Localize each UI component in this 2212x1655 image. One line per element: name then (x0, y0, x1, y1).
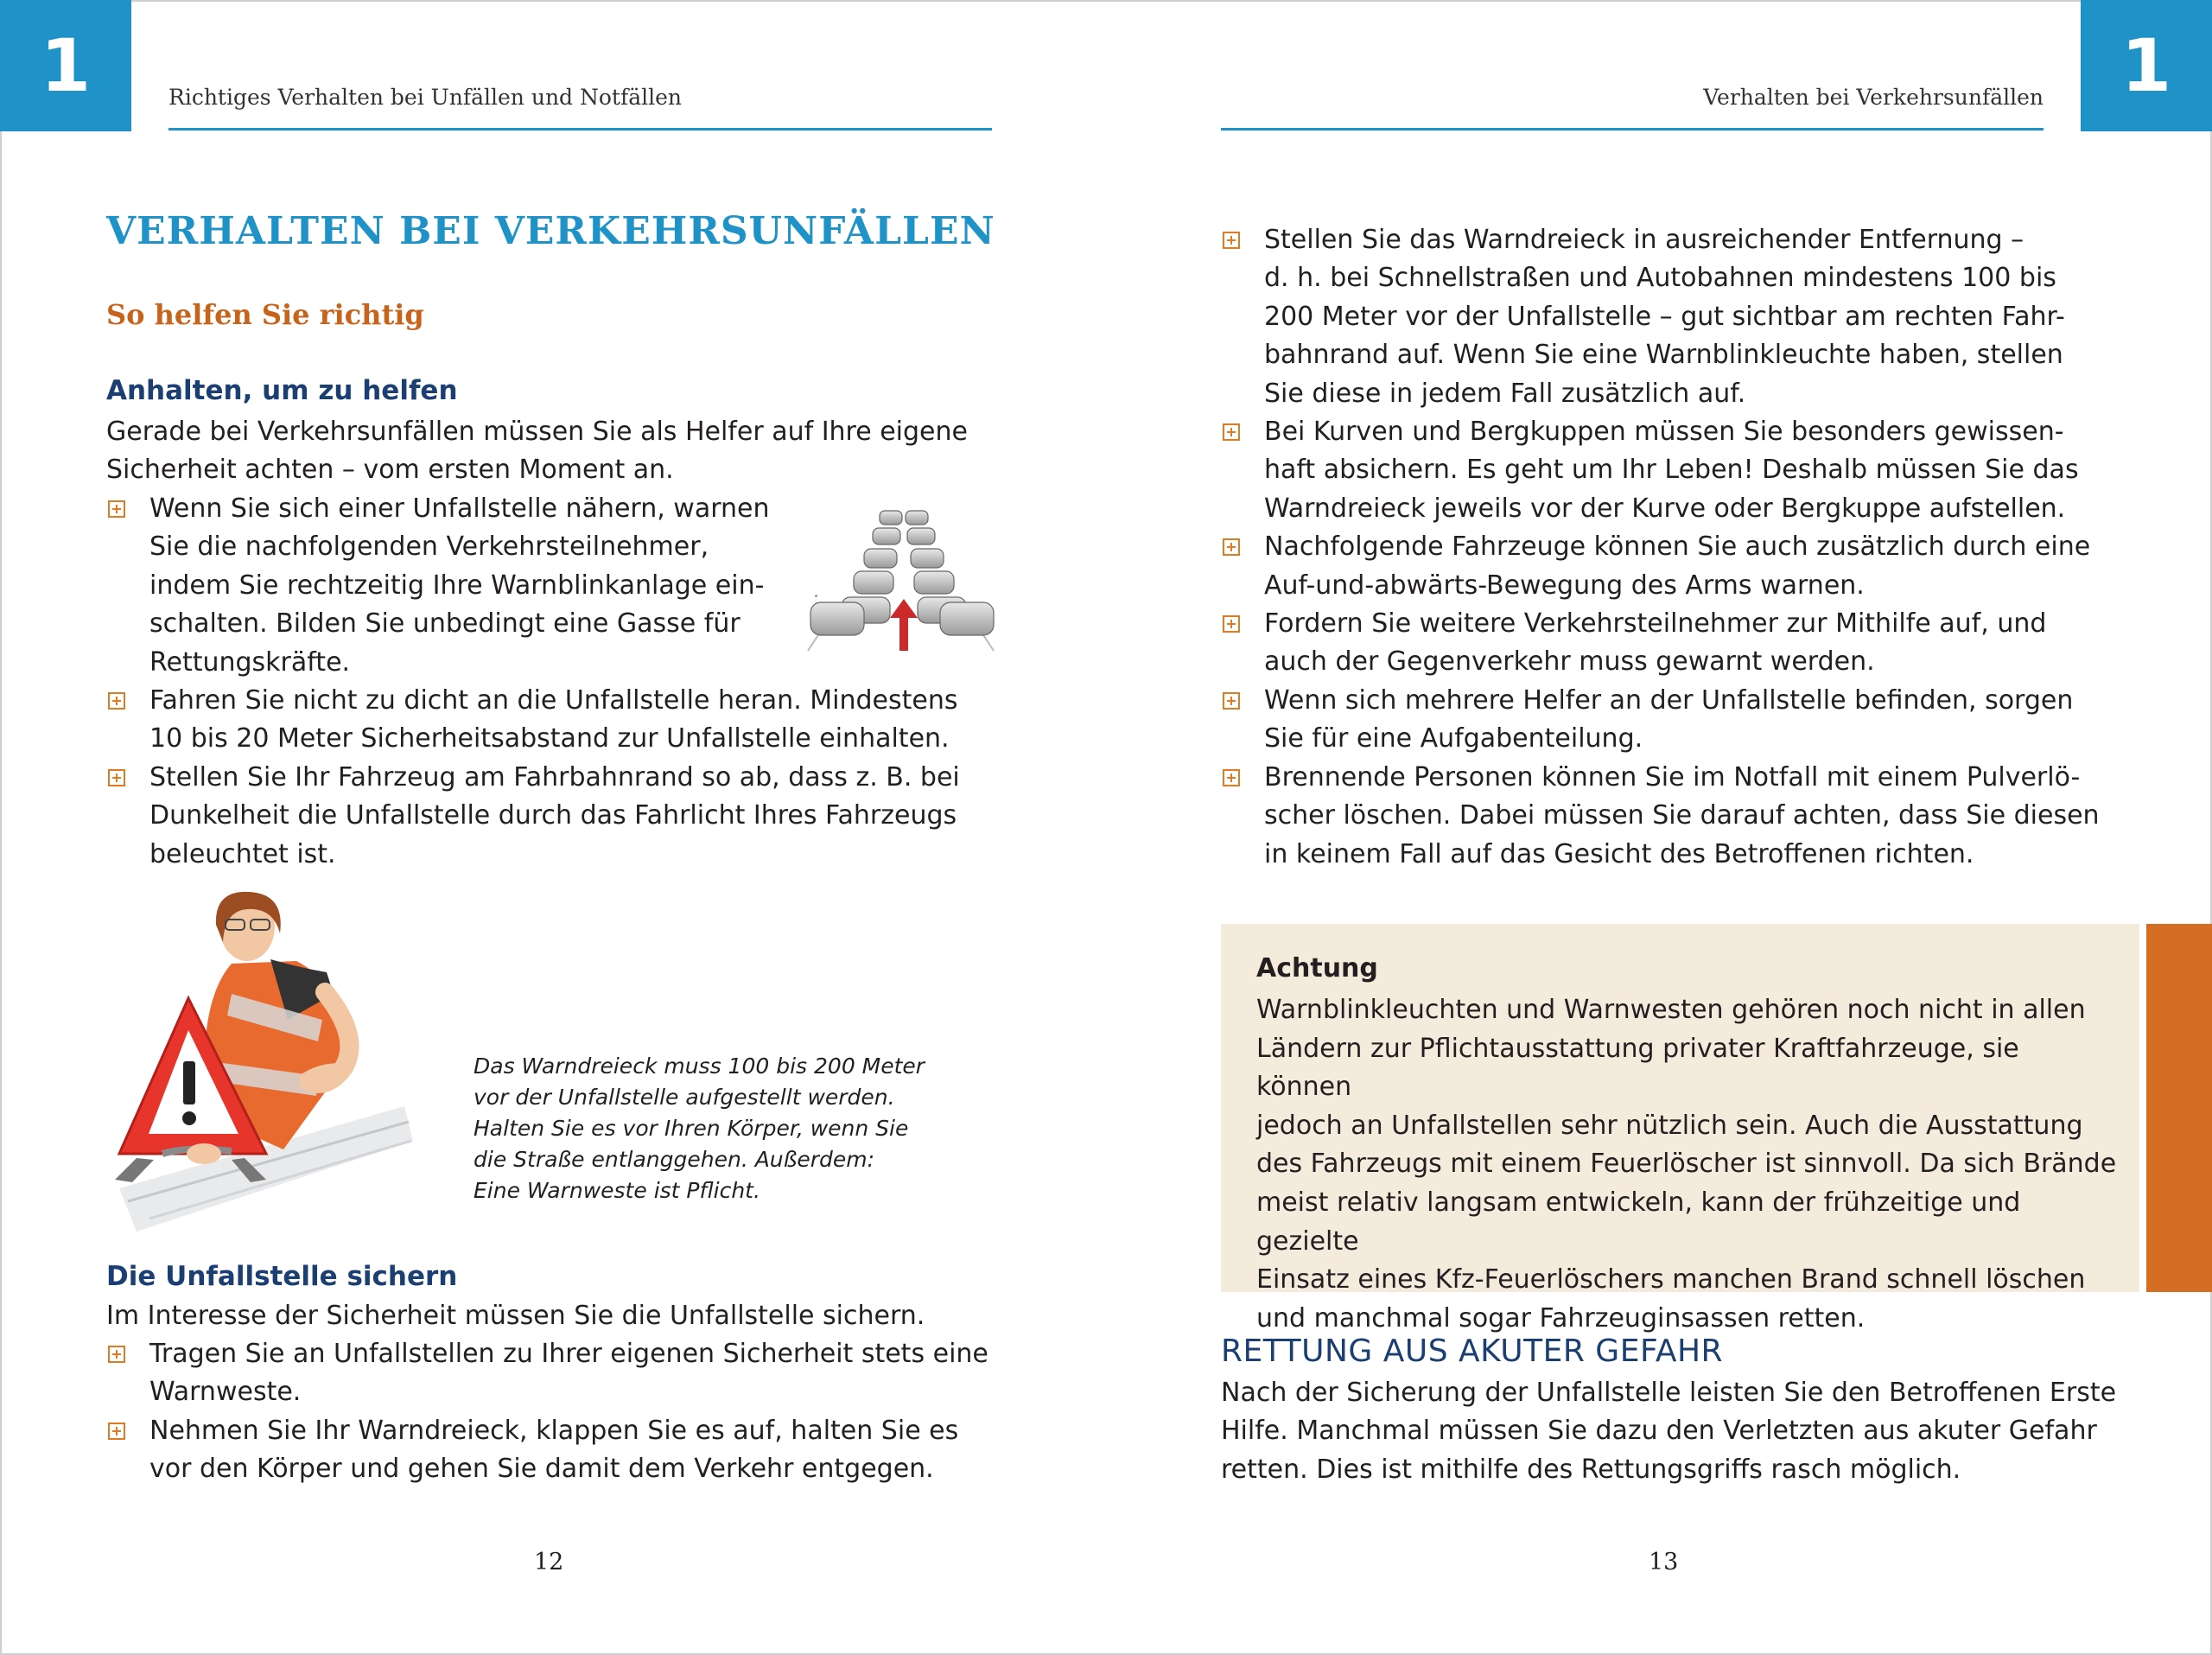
section-intro-anhalten (106, 413, 1005, 490)
list-item (106, 1335, 1009, 1412)
list-item-line: Warndreieck jeweils vor der Kurve oder Bergkuppe aufstellen. (1264, 493, 2066, 524)
achtung-title: Achtung (1256, 953, 1378, 983)
side-accent-bar (2146, 924, 2212, 1292)
list-item-line: vor den Körper und gehen Sie damit dem Verkehr entgegen. (149, 1454, 934, 1485)
page-number-left: 12 (534, 1549, 564, 1575)
plus-bullet-icon (1223, 615, 1240, 633)
list-item-line: bahnrand auf. Wenn Sie eine Warnblinkleuchte haben, stellen (1264, 340, 2063, 371)
list-item-line: 10 bis 20 Meter Sicherheitsabstand zur Unfallstelle einhalten. (149, 723, 950, 754)
list-item-line: auch der Gegenverkehr muss gewarnt werden. (1264, 646, 1875, 678)
section-intro-sichern: Im Interesse der Sicherheit müssen Sie die Unfallstelle sichern. (106, 1301, 925, 1331)
text-line: Ländern zur Pflichtausstattung privater Kraftfahrzeuge, sie können (1256, 1033, 2019, 1103)
list-item-line: indem Sie rechtzeitig Ihre Warnblinkanlage ein- (149, 570, 765, 601)
header-rule-right (1221, 128, 2044, 130)
plus-bullet-icon (1223, 232, 1240, 249)
plus-bullet-icon (108, 1346, 125, 1363)
text-line: Hilfe. Manchmal müssen Sie dazu den Verletzten aus akuter Gefahr (1221, 1416, 2097, 1447)
header-rule-left (168, 128, 992, 130)
plus-bullet-icon (1223, 692, 1240, 710)
text-line: Nach der Sicherung der Unfallstelle leisten Sie den Betroffenen Erste (1221, 1378, 2117, 1408)
page-number-right: 13 (1649, 1549, 1679, 1575)
list-item (1221, 528, 2137, 605)
text-line: und manchmal sogar Fahrzeuginsassen retten. (1256, 1302, 1866, 1334)
chapter-tab-right: 1 (2081, 0, 2212, 131)
list-item-line: Nehmen Sie Ihr Warndreieck, klappen Sie es auf, halten Sie es (149, 1415, 959, 1446)
list-item-line: Rettungskräfte. (149, 646, 351, 678)
list-item-line: scher löschen. Dabei müssen Sie darauf achten, dass Sie diesen (1264, 800, 2100, 831)
list-item-line: Wenn sich mehrere Helfer an der Unfallstelle befinden, sorgen (1264, 684, 2074, 716)
list-item-line: Sie für eine Aufgabenteilung. (1264, 723, 1643, 754)
plus-bullet-icon (108, 769, 125, 786)
list-item (106, 759, 1009, 874)
list-item-line: Auf-und-abwärts-Bewegung des Arms warnen. (1264, 570, 1865, 601)
caption-line: vor der Unfallstelle aufgestellt werden. (474, 1085, 895, 1110)
running-head-left: Richtiges Verhalten bei Unfällen und Notfällen (168, 85, 683, 110)
plus-bullet-icon (1223, 538, 1240, 556)
list-item (1221, 682, 2137, 759)
text-line: Gerade bei Verkehrsunfällen müssen Sie als Helfer auf Ihre eigene (106, 417, 968, 447)
list-item (1221, 413, 2137, 528)
caption-line: Das Warndreieck muss 100 bis 200 Meter (474, 1053, 925, 1079)
list-item-line: Warnweste. (149, 1377, 302, 1408)
list-item-line: d. h. bei Schnellstraßen und Autobahnen mindestens 100 bis (1264, 263, 2056, 294)
running-head-right: Verhalten bei Verkehrsunfällen (1703, 85, 2044, 110)
list-item (106, 1412, 1009, 1489)
list-item-line: schalten. Bilden Sie unbedingt eine Gasse für (149, 608, 741, 640)
text-line: jedoch an Unfallstellen sehr nützlich sein. Auch die Ausstattung (1256, 1110, 2083, 1141)
plus-bullet-icon (108, 1423, 125, 1440)
list-item (106, 490, 806, 682)
page-subtitle: So helfen Sie richtig (106, 298, 424, 331)
woman-warning-triangle-illustration (102, 890, 413, 1232)
bullet-list-right (1221, 221, 2137, 874)
plus-bullet-icon (1223, 769, 1240, 786)
list-item-line: Sie die nachfolgenden Verkehrsteilnehmer, (149, 532, 709, 563)
chapter-tab-left: 1 (0, 0, 131, 131)
list-item-line: Bei Kurven und Bergkuppen müssen Sie besonders gewissen- (1264, 417, 2064, 448)
list-item-line: Fahren Sie nicht zu dicht an die Unfallstelle heran. Mindestens (149, 685, 958, 716)
list-item-line: Tragen Sie an Unfallstellen zu Ihrer eigenen Sicherheit stets eine (149, 1339, 988, 1369)
caption-line: Halten Sie es vor Ihren Körper, wenn Sie (474, 1116, 909, 1141)
achtung-text (1256, 991, 2120, 1338)
traffic-jam-illustration (804, 506, 998, 652)
list-item-line: haft absichern. Es geht um Ihr Leben! Deshalb müssen Sie das (1264, 455, 2079, 486)
list-item (1221, 221, 2137, 413)
list-item-line: Stellen Sie Ihr Fahrzeug am Fahrbahnrand so ab, dass z. B. bei (149, 761, 960, 792)
bullet-list-sichern (106, 1335, 1009, 1489)
text-line: retten. Dies ist mithilfe des Rettungsgriffs rasch möglich. (1221, 1454, 1961, 1485)
text-line: Sicherheit achten – vom ersten Moment an. (106, 455, 674, 486)
text-line: des Fahrzeugs mit einem Feuerlöscher ist sinnvoll. Da sich Brände (1256, 1149, 2117, 1180)
plus-bullet-icon (108, 500, 125, 518)
list-item-line: Nachfolgende Fahrzeuge können Sie auch zusätzlich durch eine (1264, 532, 2091, 563)
list-item (1221, 605, 2137, 682)
list-item-line: Stellen Sie das Warndreieck in ausreichender Entfernung – (1264, 225, 2024, 255)
plus-bullet-icon (1223, 423, 1240, 441)
list-item-line: Sie diese in jedem Fall zusätzlich auf. (1264, 378, 1746, 409)
text-line: meist relativ langsam entwickeln, kann der frühzeitige und gezielte (1256, 1187, 2021, 1257)
rescue-heading: RETTUNG AUS AKUTER GEFAHR (1221, 1334, 1724, 1369)
plus-bullet-icon (108, 692, 125, 710)
list-item (106, 682, 1009, 759)
list-item-line: 200 Meter vor der Unfallstelle – gut sichtbar am rechten Fahr- (1264, 301, 2065, 332)
list-item (1221, 759, 2137, 874)
list-item-line: Fordern Sie weitere Verkehrsteilnehmer zur Mithilfe auf, und (1264, 608, 2047, 640)
list-item-line: beleuchtet ist. (149, 838, 336, 869)
illustration-caption (474, 1051, 940, 1206)
text-line: Einsatz eines Kfz-Feuerlöschers manchen Brand schnell löschen (1256, 1264, 2086, 1295)
caption-line: die Straße entlanggehen. Außerdem: (474, 1147, 875, 1172)
section-heading-sichern: Die Unfallstelle sichern (106, 1261, 458, 1292)
list-item-line: Brennende Personen können Sie im Notfall mit einem Pulverlö- (1264, 761, 2081, 792)
list-item-line: in keinem Fall auf das Gesicht des Betroffenen richten. (1264, 838, 1974, 869)
list-item-line: Dunkelheit die Unfallstelle durch das Fahrlicht Ihres Fahrzeugs (149, 800, 957, 831)
page-title: VERHALTEN BEI VERKEHRSUNFÄLLEN (106, 209, 995, 253)
list-item-line: Wenn Sie sich einer Unfallstelle nähern, warnen (149, 493, 770, 524)
rescue-text (1221, 1374, 2154, 1489)
section-heading-anhalten: Anhalten, um zu helfen (106, 375, 458, 406)
caption-line: Eine Warnweste ist Pflicht. (474, 1178, 760, 1203)
text-line: Warnblinkleuchten und Warnwesten gehören noch nicht in allen (1256, 995, 2086, 1025)
